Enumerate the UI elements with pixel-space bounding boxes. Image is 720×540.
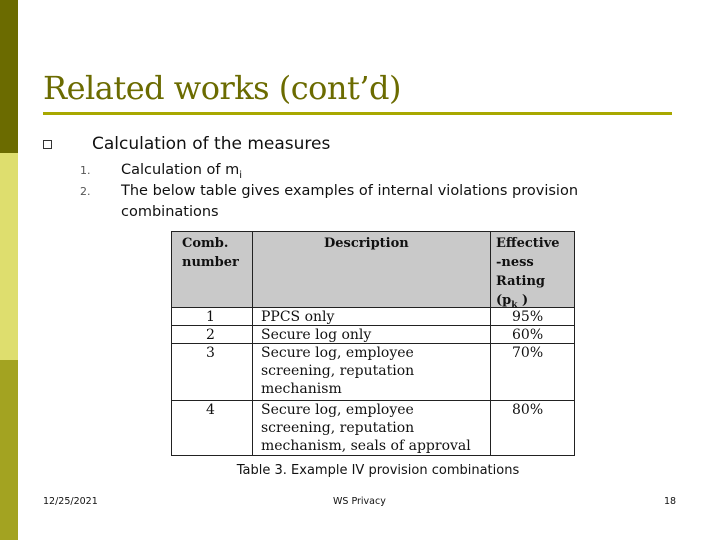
table-row-1-desc: PPCS only — [261, 309, 335, 325]
desc-line: screening, reputation — [261, 363, 415, 379]
table-row-4-rating: 80% — [512, 402, 544, 418]
desc-line: Secure log, employee — [261, 345, 414, 361]
desc-line: Secure log, employee — [261, 402, 414, 418]
desc-line: mechanism — [261, 381, 342, 397]
table-row-3-desc — [261, 344, 414, 398]
header-comb-number — [182, 234, 239, 272]
item-text-1-prefix: Calculation of m — [121, 162, 240, 178]
table-row-2-rating: 60% — [512, 327, 544, 343]
header-comb-line: Comb. — [182, 236, 229, 251]
header-eff-line: Effective — [496, 236, 560, 251]
table-row-3-num: 3 — [206, 345, 215, 361]
item-text-1-subscript: i — [239, 169, 242, 181]
table-row-3-rating: 70% — [512, 345, 544, 361]
header-comb-line: number — [182, 255, 239, 270]
footer-date: 12/25/2021 — [43, 496, 98, 507]
table-row-1-num: 1 — [206, 309, 215, 325]
item-text-2: The below table gives examples of internal violations provision combinations — [121, 183, 579, 220]
header-effectiveness-rating — [496, 234, 560, 316]
item-number-2: 2. — [80, 185, 91, 198]
decor-bar-bottom — [0, 360, 18, 540]
title-underline — [43, 112, 672, 115]
table-row-2-desc: Secure log only — [261, 327, 372, 343]
header-eff-line: -ness — [496, 255, 534, 270]
provision-table — [171, 231, 575, 456]
decor-bar-middle — [0, 153, 18, 360]
table-row-2-num: 2 — [206, 327, 215, 343]
header-eff-line: ($p_k$ ) — [496, 293, 529, 311]
footer-page-number: 18 — [664, 496, 677, 507]
table-row-4-num: 4 — [206, 402, 215, 418]
table-row-4-desc — [261, 401, 471, 455]
footer-title: WS Privacy — [333, 496, 386, 507]
item-number-1: 1. — [80, 164, 91, 177]
table-row-1-rating: 95% — [512, 309, 544, 325]
header-eff-line: Rating — [496, 274, 546, 289]
table-caption: Table 3. Example IV provision combinations — [236, 463, 520, 478]
slide-title: Related works (cont’d) — [43, 69, 402, 107]
desc-line: screening, reputation — [261, 420, 415, 436]
square-bullet-icon — [43, 140, 52, 149]
header-description: Description — [324, 236, 409, 251]
desc-line: mechanism, seals of approval — [261, 438, 471, 454]
main-bullet-text: Calculation of the measures — [92, 134, 331, 154]
decor-bar-top — [0, 0, 18, 153]
